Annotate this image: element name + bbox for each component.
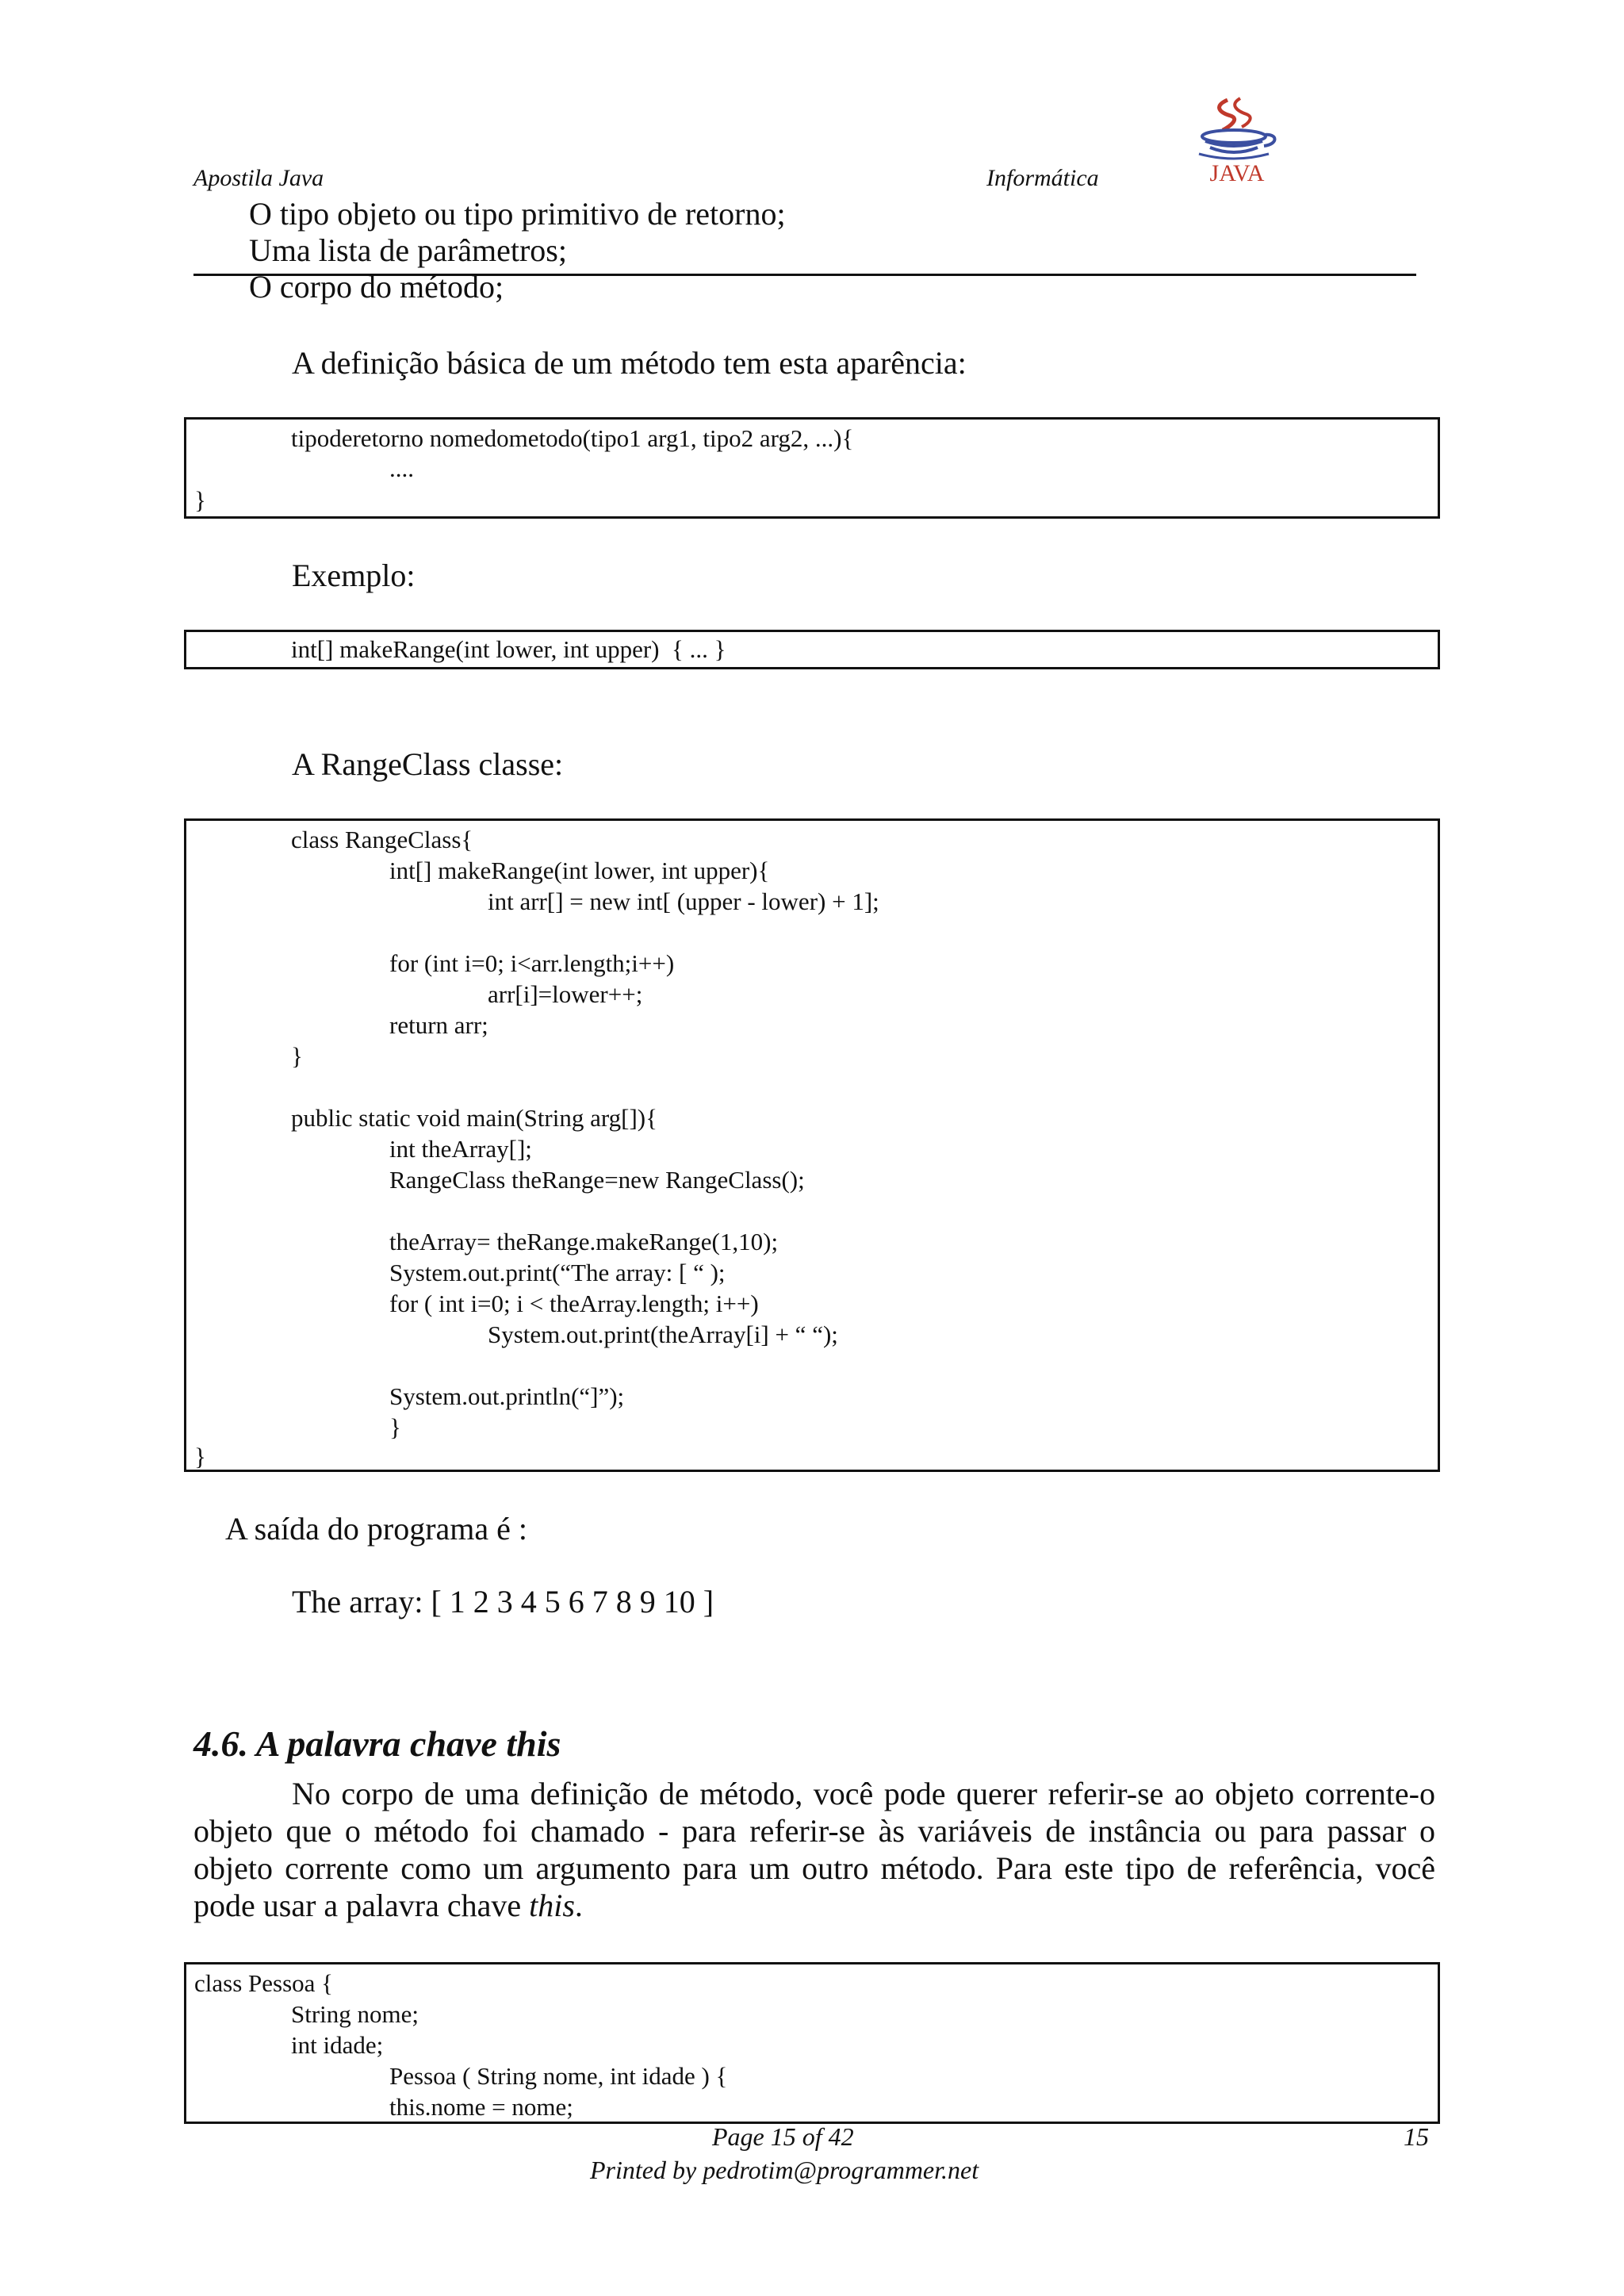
code-box-rangeclass — [184, 818, 1440, 1472]
code-line: int idade; — [291, 2031, 384, 2059]
code-line: } — [389, 1413, 401, 1441]
code-line: public static void main(String arg[]){ — [291, 1104, 657, 1132]
exemplo-label: Exemplo: — [292, 558, 416, 593]
code-line: String nome; — [291, 2000, 419, 2028]
code-line: int[] makeRange(int lower, int upper){ — [389, 857, 770, 884]
code-line: return arr; — [389, 1011, 488, 1039]
section-title: 4.6. A palavra chave this — [193, 1723, 561, 1764]
footer-page-number: 15 — [1404, 2122, 1429, 2151]
output-intro: A saída do programa é : — [225, 1511, 527, 1547]
code-line: RangeClass theRange=new RangeClass(); — [389, 1166, 805, 1194]
footer-page: Page 15 of 42 — [712, 2122, 854, 2151]
code-line: Pessoa ( String nome, int idade ) { — [389, 2062, 728, 2090]
code-line: int arr[] = new int[ (upper - lower) + 1]; — [488, 887, 879, 915]
intro-line-2: Uma lista de parâmetros; — [249, 232, 567, 268]
code-box-definition — [184, 417, 1440, 519]
code-line: int theArray[]; — [389, 1135, 532, 1163]
code-line: tipoderetorno nomedometodo(tipo1 arg1, tipo2 arg2, ...){ — [291, 424, 854, 452]
output-value: The array: [ 1 2 3 4 5 6 7 8 9 10 ] — [292, 1584, 714, 1619]
code-line: System.out.println(“]”); — [389, 1382, 625, 1410]
section-paragraph — [193, 1775, 1435, 1924]
code-line: theArray= theRange.makeRange(1,10); — [389, 1228, 779, 1255]
code-line: for (int i=0; i<arr.length;i++) — [389, 949, 675, 977]
code-line: } — [194, 1443, 206, 1470]
paragraph-text: No corpo de uma definição de método, você pode querer referir-se ao objeto corrente-o objeto que o método foi chamado - para referir-se às variáveis de instância ou para passar o objeto corrente como um argumento para um outro método. Para este tipo de referência, você pode usar a palavra chave — [193, 1776, 1435, 1923]
code-line: System.out.print(“The array: [ “ ); — [389, 1259, 726, 1286]
code-line: class RangeClass{ — [291, 826, 473, 853]
code-line: for ( int i=0; i < theArray.length; i++) — [389, 1290, 759, 1317]
java-logo-text: JAVA — [1209, 160, 1265, 186]
code-box-pessoa — [184, 1962, 1440, 2124]
code-line: } — [194, 486, 206, 514]
code-line: .... — [389, 454, 414, 482]
intro-line-3: O corpo do método; — [249, 269, 504, 305]
code-line: int[] makeRange(int lower, int upper) { ... } — [291, 635, 726, 663]
code-line: } — [291, 1042, 303, 1070]
rangeclass-intro: A RangeClass classe: — [292, 746, 564, 782]
code-line: class Pessoa { — [194, 1969, 334, 1997]
definition-intro: A definição básica de um método tem esta aparência: — [292, 345, 967, 381]
code-box-example — [184, 630, 1440, 669]
footer-printed-by: Printed by pedrotim@programmer.net — [590, 2156, 979, 2184]
code-line: arr[i]=lower++; — [488, 980, 643, 1008]
paragraph-end: . — [574, 1888, 583, 1923]
code-line: this.nome = nome; — [389, 2093, 573, 2121]
header-left-title: Apostila Java — [193, 165, 324, 191]
paragraph-keyword: this — [529, 1888, 575, 1923]
code-line: System.out.print(theArray[i] + “ “); — [488, 1320, 838, 1348]
intro-line-1: O tipo objeto ou tipo primitivo de retorno; — [249, 196, 786, 232]
header-center-title: Informática — [986, 165, 1099, 191]
java-logo — [1182, 95, 1293, 190]
